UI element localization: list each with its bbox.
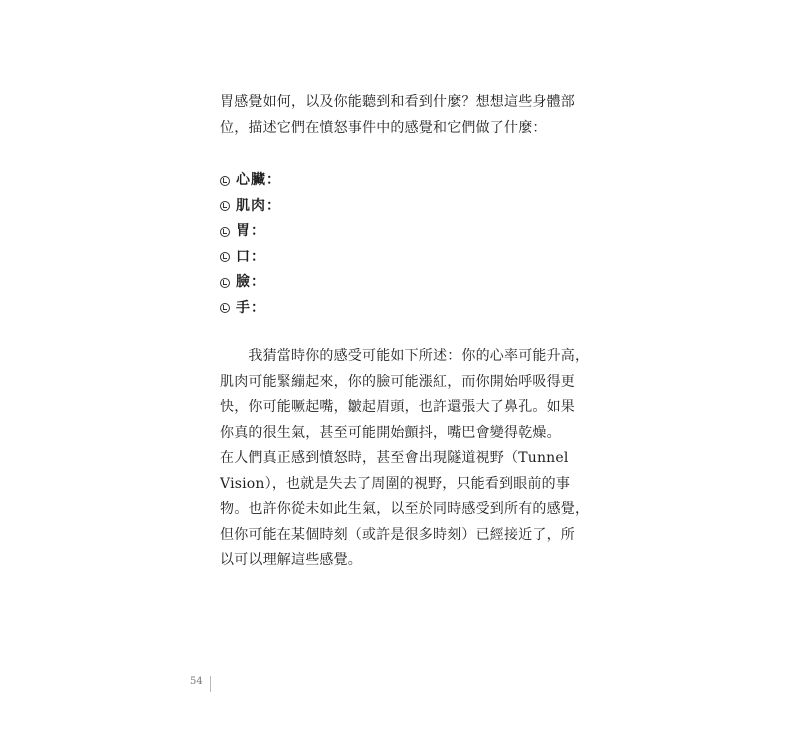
check-circle-icon xyxy=(220,227,230,237)
intro-paragraph xyxy=(220,90,576,141)
check-circle-icon xyxy=(220,278,230,288)
list-item xyxy=(220,296,281,322)
body-line: 物。也許你從未如此生氣，以至於同時感受到所有的感覺， xyxy=(220,501,590,517)
list-item xyxy=(220,270,281,296)
check-circle-icon xyxy=(220,176,230,186)
body-line: 我猜當時你的感受可能如下所述：你的心率可能升高， xyxy=(220,348,590,364)
body-line: 你真的很生氣，甚至可能開始顫抖，嘴巴會變得乾燥。 xyxy=(220,424,561,441)
list-item xyxy=(220,245,281,271)
list-item xyxy=(220,194,281,220)
body-line: Vision），也就是失去了周圍的視野，只能看到眼前的事 xyxy=(220,475,571,492)
body-line: 快，你可能噘起嘴，皺起眉頭，也許還張大了鼻孔。如果 xyxy=(220,399,575,415)
bullet-label: 心臟： xyxy=(236,172,281,188)
bullet-label: 手： xyxy=(236,299,266,316)
check-circle-icon xyxy=(220,303,230,313)
body-line: 在人們真正感到憤怒時，甚至會出現隧道視野（Tunnel xyxy=(220,450,569,466)
bullet-label: 口： xyxy=(236,248,266,265)
check-circle-icon xyxy=(220,201,230,211)
list-item xyxy=(220,168,281,194)
body-line: 以可以理解這些感覺。 xyxy=(220,552,362,568)
page-number: 54 xyxy=(190,676,203,687)
page-number-divider xyxy=(210,676,211,692)
body-line: 但你可能在某個時刻（或許是很多時刻）已經接近了，所 xyxy=(220,526,575,543)
list-item xyxy=(220,219,281,245)
intro-line: 位，描述它們在憤怒事件中的感覺和它們做了什麼： xyxy=(220,119,547,136)
bullet-label: 肌肉： xyxy=(236,197,281,214)
body-paragraph xyxy=(220,344,590,574)
intro-line: 胃感覺如何，以及你能聽到和看到什麼？想想這些身體部 xyxy=(220,94,575,110)
bullet-label: 臉： xyxy=(236,274,266,290)
bullet-label: 胃： xyxy=(236,223,266,239)
body-part-list xyxy=(220,168,281,321)
check-circle-icon xyxy=(220,252,230,262)
body-line: 肌肉可能緊繃起來，你的臉可能漲紅，而你開始呼吸得更 xyxy=(220,373,575,390)
